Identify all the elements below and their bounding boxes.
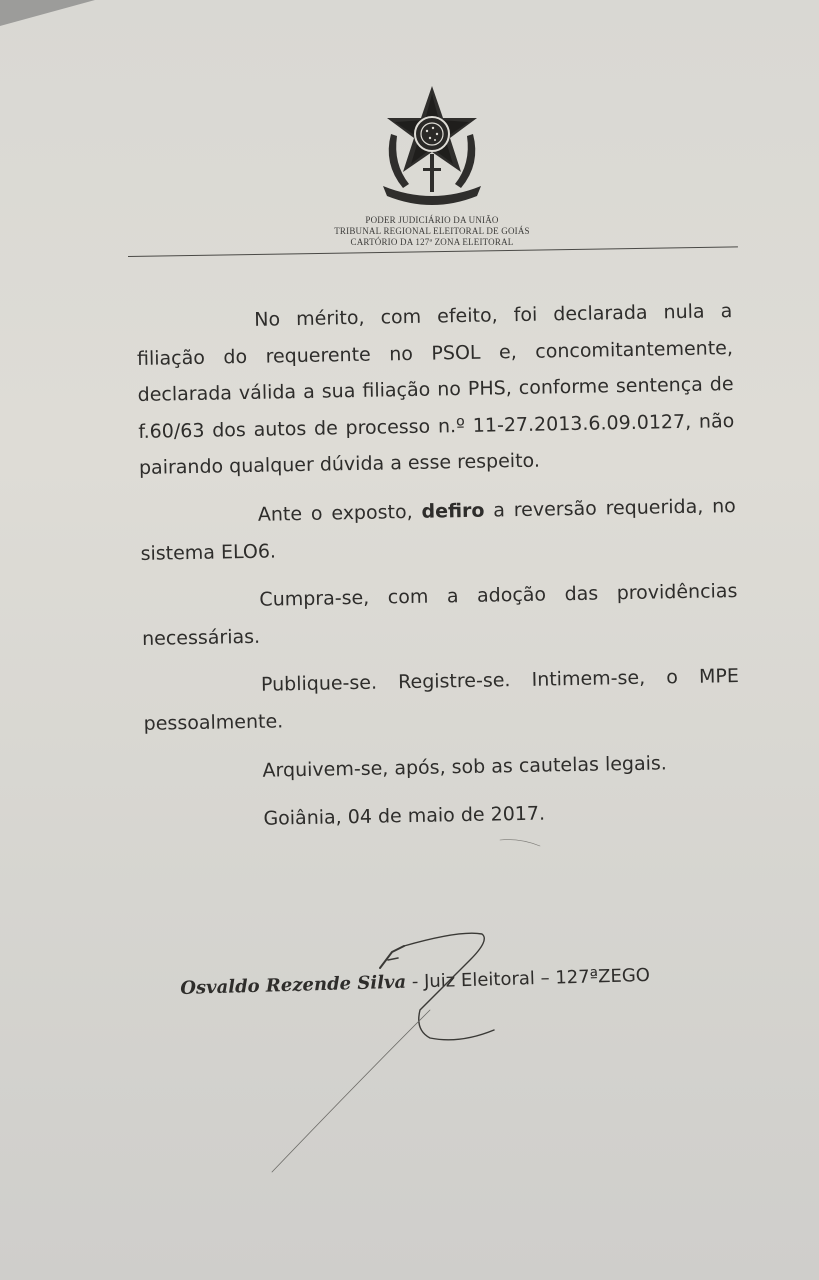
- decision-text-before: Ante o exposto,: [257, 500, 422, 526]
- judge-name: Osvaldo Rezende Silva: [180, 971, 407, 999]
- paragraph-cumpra-se: Cumpra-se, com a adoção das providências necessárias.: [141, 580, 738, 650]
- paragraph-arquivem-se: Arquivem-se, após, sob as cautelas legais.: [262, 751, 668, 782]
- paragraph-merito: No mérito, com efeito, foi declarada nula a filiação do requerente no PSOL e, concomitantemente, declarada válida a sua filiação no PHS, conforme sentença de f.60/63 dos autos de processo n.º 11-27.2013.6.09.0127, não pairando qualquer dúvida a esse respeito.: [136, 300, 735, 480]
- document-date: Goiânia, 04 de maio de 2017.: [263, 802, 546, 830]
- header-line-cartorio: CARTÓRIO DA 127ª ZONA ELEITORAL: [350, 237, 514, 247]
- header-line-tribunal: TRIBUNAL REGIONAL ELEITORAL DE GOIÁS: [334, 226, 530, 236]
- header-line-judiciary: PODER JUDICIÁRIO DA UNIÃO: [365, 215, 499, 225]
- decision-text-after: a reversão requerida, no sistema ELO6.: [140, 495, 737, 565]
- decision-keyword: defiro: [421, 499, 485, 523]
- paragraph-publique-se: Publique-se. Registre-se. Intimem-se, o MPE pessoalmente.: [143, 665, 740, 735]
- judge-title: Juiz Eleitoral – 127ªZEGO: [423, 964, 651, 993]
- folded-corner-shadow: [0, 0, 95, 26]
- signature-separator: -: [405, 971, 425, 993]
- header-divider: [128, 246, 738, 257]
- signature-block: [180, 962, 740, 999]
- document-body: [136, 293, 742, 840]
- paragraph-decision: [140, 488, 737, 572]
- letterhead: [300, 84, 564, 248]
- brazil-coat-of-arms-icon: [373, 84, 491, 208]
